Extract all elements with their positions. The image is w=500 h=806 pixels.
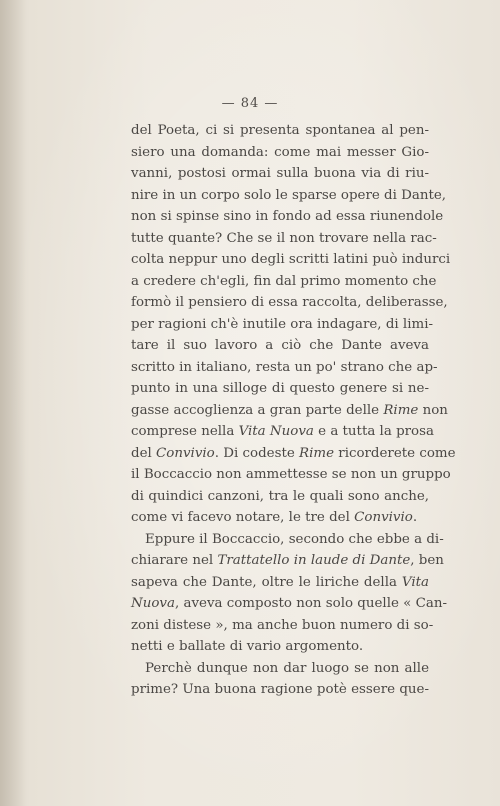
text-line (131, 400, 448, 422)
text-line (131, 529, 444, 551)
text-line (131, 572, 429, 594)
italic-title: Convivio (156, 445, 215, 461)
text-run: a credere ch'egli, fin dal primo momento che (131, 273, 437, 289)
text-line (131, 185, 447, 207)
text-run: gasse accoglienza a gran parte delle (131, 402, 384, 418)
italic-title: Nuova (131, 596, 175, 611)
text-run: . (412, 510, 418, 525)
text-run: punto in una silloge di questo genere si ne- (131, 381, 429, 396)
text-line (131, 464, 451, 486)
text-line (131, 679, 429, 701)
text-line (131, 658, 429, 680)
text-run: come vi facevo notare, le tre del (131, 510, 355, 525)
text-run: Eppure il Boccaccio, secondo che ebbe a di- (145, 531, 444, 547)
text-line (131, 615, 434, 637)
body-text (131, 120, 456, 701)
text-run: del Poeta, ci si presenta spontanea al pen- (131, 123, 429, 138)
text-run: vanni, postosi ormai sulla buona via di riu- (131, 166, 429, 181)
text-run: per ragioni ch'è inutile ora indagare, di limi- (131, 316, 434, 332)
text-run: , aveva composto non solo quelle « Can- (174, 596, 448, 611)
text-run: chiarare nel (131, 553, 218, 568)
text-line (131, 443, 456, 465)
text-line (131, 206, 444, 228)
text-run: del (131, 445, 157, 461)
text-run: scritto in italiano, resta un po' strano che ap- (131, 359, 438, 375)
text-line (131, 142, 429, 164)
text-run: . Di codeste (214, 445, 300, 461)
text-line (131, 421, 434, 443)
text-line (131, 314, 434, 336)
text-line (131, 292, 448, 314)
italic-title: Rime (299, 445, 335, 461)
text-run: , ben (410, 553, 444, 568)
text-run: zoni distese », ma anche buon numero di so- (131, 617, 434, 633)
text-run: ricorderete come (334, 445, 456, 461)
text-run: comprese nella (131, 424, 239, 439)
text-line (131, 120, 429, 142)
text-run: tutte quante? Che se il non trovare nella rac- (131, 230, 437, 246)
text-run: tare il suo lavoro a ciò che Dante aveva (131, 338, 429, 353)
text-line (131, 163, 429, 185)
italic-title: Vita Nuova (238, 424, 314, 439)
italic-title: Convivio (354, 510, 413, 525)
text-run: il Boccaccio non ammettesse se non un gruppo (131, 467, 451, 482)
text-run: non si spinse sino in fondo ad essa riunendole (131, 209, 444, 224)
text-line (131, 550, 444, 572)
text-line (131, 593, 448, 615)
text-run: di quindici canzoni, tra le quali sono anche, (131, 488, 429, 504)
italic-title: Trattatello in laude di Dante (217, 553, 411, 568)
text-line (131, 357, 438, 379)
text-run: siero una domanda: come mai messer Gio- (131, 144, 429, 160)
text-run: non (418, 402, 448, 418)
text-run: netti e ballate di vario argomento. (131, 639, 364, 654)
text-line (131, 249, 451, 271)
gutter-shadow (0, 0, 26, 806)
text-run: e a tutta la prosa (313, 424, 434, 439)
text-run: Perchè dunque non dar luogo se non alle (145, 660, 429, 676)
text-line (131, 636, 429, 658)
text-run: sapeva che Dante, oltre le liriche della (131, 574, 402, 590)
page-number: — 84 — (221, 96, 279, 111)
text-line (131, 507, 429, 529)
text-run: prime? Una buona ragione potè essere que- (131, 682, 429, 697)
text-line (131, 228, 437, 250)
italic-title: Vita (401, 574, 429, 590)
text-run: formò il pensiero di essa raccolta, deliberasse, (131, 295, 448, 310)
italic-title: Rime (383, 402, 419, 418)
text-line (131, 378, 429, 400)
text-line (131, 335, 429, 357)
text-line (131, 486, 429, 508)
text-run: nire in un corpo solo le sparse opere di Dante, (131, 187, 447, 203)
text-run: colta neppur uno degli scritti latini può indurci (131, 252, 451, 267)
text-line (131, 271, 437, 293)
